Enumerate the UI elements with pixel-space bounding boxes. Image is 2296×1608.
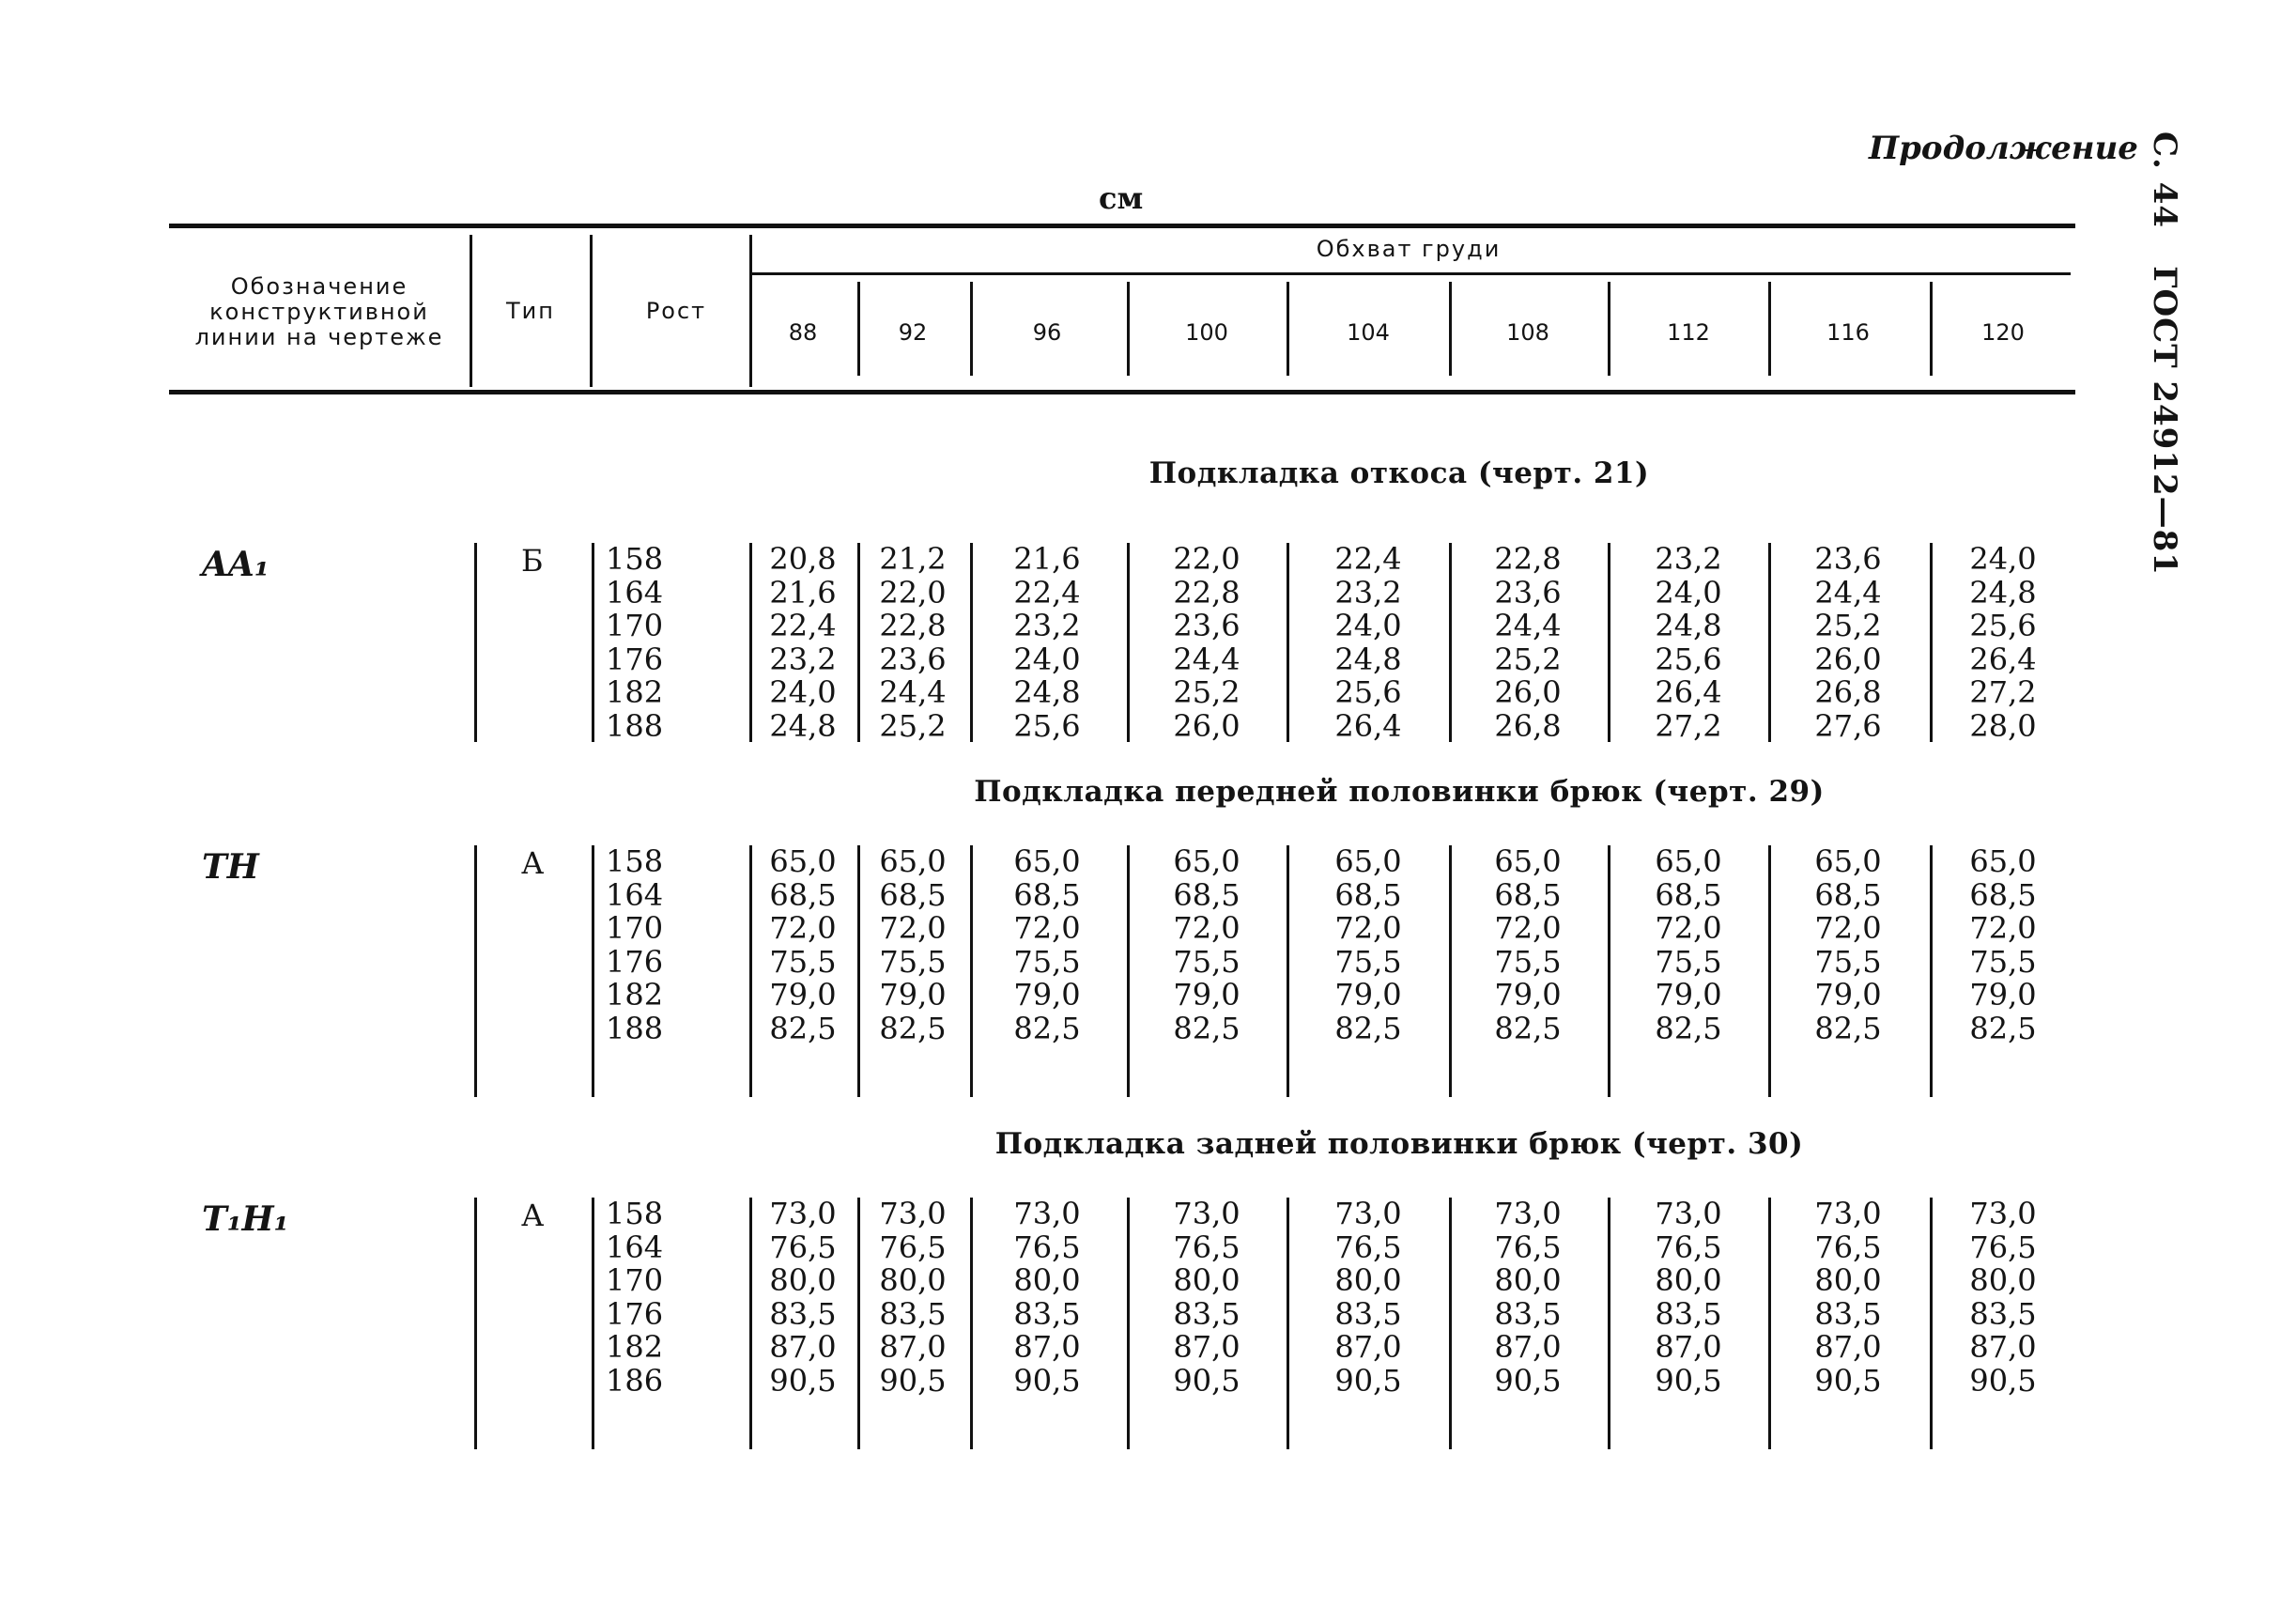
value-cell: 75,5 [1655,943,1722,980]
value-cell: 65,0 [1173,843,1240,879]
value-cell: 76,5 [1013,1229,1081,1265]
value-cell: 23,6 [1173,608,1240,643]
value-cell: 25,6 [1334,674,1402,710]
value-cell: 82,5 [1969,1010,2037,1046]
value-cell: 73,0 [1334,1196,1402,1231]
value-cell: 79,0 [879,977,947,1013]
height-value: 186 [606,1362,664,1399]
value-cell: 23,6 [879,641,947,677]
value-cell: 79,0 [1013,977,1081,1013]
value-column [1476,845,1579,1045]
value-cell: 82,5 [1334,1010,1402,1046]
value-cell: 22,4 [1013,574,1081,611]
value-cell: 90,5 [1655,1362,1722,1399]
chest-column-header: 116 [1826,319,1870,346]
column-divider [1449,845,1452,1097]
column-divider [1768,282,1771,376]
column-divider [1449,1198,1452,1449]
value-cell: 83,5 [1814,1295,1882,1332]
value-cell: 76,5 [1814,1229,1882,1265]
column-divider [592,543,594,742]
value-column [1951,1198,2055,1398]
value-cell: 24,4 [1814,574,1882,611]
value-cell: 23,6 [1494,574,1562,611]
value-cell: 83,5 [1334,1295,1402,1332]
value-cell: 75,5 [1814,943,1882,980]
value-cell: 26,4 [1334,707,1402,744]
page-margin-header [2146,131,2183,576]
value-cell: 87,0 [1173,1329,1240,1365]
value-cell: 83,5 [879,1295,947,1332]
column-divider [1287,543,1289,742]
value-column [1796,1198,1900,1398]
value-cell: 21,2 [879,541,947,577]
value-cell: 65,0 [1969,843,2037,879]
chest-column-header: 104 [1347,319,1390,346]
chest-column-header: 108 [1506,319,1549,346]
value-cell: 27,2 [1655,707,1722,744]
value-cell: 87,0 [879,1329,947,1365]
value-cell: 76,5 [1655,1229,1722,1265]
height-value: 182 [606,977,664,1013]
value-cell: 65,0 [769,843,837,879]
value-cell: 68,5 [1013,876,1081,913]
page-number: С. 44 [2146,131,2183,229]
heights-column [606,1198,663,1398]
value-cell: 24,8 [769,707,837,744]
value-cell: 26,4 [1969,641,2037,677]
value-cell: 73,0 [1173,1196,1240,1231]
value-cell: 25,6 [1013,707,1081,744]
column-divider [474,1198,477,1449]
section-title: Подкладка передней половинки брюк (черт. 29) [974,775,1825,809]
value-cell: 79,0 [1334,977,1402,1013]
column-divider [857,1198,860,1449]
value-cell: 80,0 [1969,1262,2037,1298]
column-divider [970,1198,973,1449]
value-column [1637,543,1740,743]
value-cell: 24,8 [1655,608,1722,643]
line-designation: TH [202,847,259,887]
value-cell: 72,0 [1013,910,1081,946]
value-cell: 68,5 [879,876,947,913]
column-divider [1127,282,1130,376]
value-column [1796,845,1900,1045]
height-value: 164 [606,1229,664,1265]
height-header: Рост [645,298,707,324]
chest-group-header: Обхват груди [1316,236,1502,262]
value-column [1476,543,1579,743]
value-cell: 76,5 [769,1229,837,1265]
column-divider [1930,845,1933,1097]
value-cell: 87,0 [1334,1329,1402,1365]
column-divider [857,845,860,1097]
height-value: 170 [606,1262,664,1298]
value-cell: 76,5 [879,1229,947,1265]
height-value: 176 [606,943,664,980]
type-value: Б [521,543,544,579]
height-value: 176 [606,641,664,677]
value-cell: 79,0 [1655,977,1722,1013]
value-cell: 20,8 [769,541,837,577]
column-divider [1127,1198,1130,1449]
height-value: 164 [606,876,664,913]
value-cell: 72,0 [1334,910,1402,946]
designation-header [174,274,465,350]
continued-label: Продолжение [1869,130,2138,167]
height-value: 158 [606,843,664,879]
designation-header-line: линии на чертеже [194,324,444,350]
value-cell: 75,5 [879,943,947,980]
value-cell: 26,0 [1173,707,1240,744]
value-cell: 90,5 [1334,1362,1402,1399]
value-cell: 65,0 [1814,843,1882,879]
value-cell: 90,5 [1013,1362,1081,1399]
height-value: 170 [606,608,664,643]
value-cell: 75,5 [1334,943,1402,980]
designation-header-line: конструктивной [209,299,429,325]
value-cell: 65,0 [879,843,947,879]
column-divider [857,543,860,742]
value-column [1317,845,1420,1045]
value-cell: 73,0 [769,1196,837,1231]
value-cell: 26,0 [1494,674,1562,710]
value-cell: 68,5 [1969,876,2037,913]
value-cell: 79,0 [1494,977,1562,1013]
height-value: 182 [606,674,664,710]
value-cell: 22,0 [1173,541,1240,577]
value-cell: 75,5 [1173,943,1240,980]
value-cell: 80,0 [1494,1262,1562,1298]
value-cell: 79,0 [769,977,837,1013]
value-cell: 22,8 [1494,541,1562,577]
value-cell: 73,0 [879,1196,947,1231]
value-cell: 80,0 [1173,1262,1240,1298]
value-cell: 24,0 [1334,608,1402,643]
value-cell: 82,5 [1173,1010,1240,1046]
value-cell: 24,4 [1494,608,1562,643]
value-column [995,543,1099,743]
value-cell: 87,0 [1013,1329,1081,1365]
value-cell: 72,0 [1173,910,1240,946]
value-cell: 72,0 [1494,910,1562,946]
column-divider [1127,845,1130,1097]
value-column [1317,543,1420,743]
height-value: 158 [606,1196,664,1231]
value-cell: 90,5 [1814,1362,1882,1399]
value-cell: 80,0 [1013,1262,1081,1298]
value-cell: 28,0 [1969,707,2037,744]
value-cell: 24,0 [1655,574,1722,611]
value-cell: 76,5 [1494,1229,1562,1265]
column-divider [592,1198,594,1449]
value-cell: 83,5 [1655,1295,1722,1332]
type-value: А [521,1198,545,1233]
chest-column-header: 96 [1032,319,1062,346]
value-cell: 27,6 [1814,707,1882,744]
value-column [1796,543,1900,743]
value-cell: 75,5 [769,943,837,980]
value-column [1476,1198,1579,1398]
section-title: Подкладка откоса (черт. 21) [1148,456,1650,490]
value-cell: 75,5 [1494,943,1562,980]
value-column [1155,1198,1258,1398]
value-cell: 26,0 [1814,641,1882,677]
value-column [1637,1198,1740,1398]
value-cell: 73,0 [1013,1196,1081,1231]
value-cell: 25,6 [1969,608,2037,643]
column-divider [1127,543,1130,742]
value-cell: 72,0 [1655,910,1722,946]
height-value: 188 [606,1010,664,1046]
value-cell: 80,0 [1334,1262,1402,1298]
value-cell: 76,5 [1969,1229,2037,1265]
value-column [995,845,1099,1045]
value-cell: 23,2 [1013,608,1081,643]
value-cell: 90,5 [1969,1362,2037,1399]
value-cell: 23,6 [1814,541,1882,577]
value-cell: 26,8 [1494,707,1562,744]
value-cell: 82,5 [1814,1010,1882,1046]
value-cell: 65,0 [1655,843,1722,879]
value-column [861,543,964,743]
header-divider [470,235,472,387]
column-divider [1608,282,1610,376]
value-column [1951,543,2055,743]
value-cell: 83,5 [1173,1295,1240,1332]
value-cell: 68,5 [1173,876,1240,913]
column-divider [1449,543,1452,742]
value-cell: 21,6 [769,574,837,611]
height-value: 176 [606,1295,664,1332]
value-column [1317,1198,1420,1398]
value-cell: 65,0 [1494,843,1562,879]
value-cell: 79,0 [1173,977,1240,1013]
column-divider [1930,543,1933,742]
value-column [1951,845,2055,1045]
value-cell: 22,0 [879,574,947,611]
column-divider [1287,1198,1289,1449]
header-divider [590,235,593,387]
value-cell: 25,2 [1173,674,1240,710]
value-cell: 24,0 [769,674,837,710]
value-cell: 26,8 [1814,674,1882,710]
value-cell: 90,5 [1494,1362,1562,1399]
value-cell: 80,0 [769,1262,837,1298]
value-cell: 75,5 [1013,943,1081,980]
value-cell: 87,0 [769,1329,837,1365]
column-divider [970,543,973,742]
value-cell: 73,0 [1969,1196,2037,1231]
value-cell: 87,0 [1494,1329,1562,1365]
value-column [1637,845,1740,1045]
value-cell: 82,5 [879,1010,947,1046]
value-cell: 22,4 [769,608,837,643]
value-cell: 68,5 [1494,876,1562,913]
value-cell: 68,5 [1655,876,1722,913]
value-cell: 25,2 [879,707,947,744]
value-cell: 68,5 [1814,876,1882,913]
column-divider [1449,282,1452,376]
height-value: 164 [606,574,664,611]
chest-column-header: 92 [898,319,928,346]
value-cell: 25,6 [1655,641,1722,677]
designation-header-line: Обозначение [230,273,408,300]
value-cell: 23,2 [769,641,837,677]
value-column [995,1198,1099,1398]
chest-column-header: 88 [788,319,818,346]
heights-column [606,543,663,743]
value-cell: 75,5 [1969,943,2037,980]
value-cell: 23,2 [1334,574,1402,611]
chest-column-header: 100 [1185,319,1228,346]
column-divider [1608,543,1610,742]
heights-column [606,845,663,1045]
value-cell: 24,8 [1969,574,2037,611]
value-cell: 83,5 [1013,1295,1081,1332]
value-cell: 27,2 [1969,674,2037,710]
column-divider [1768,543,1771,742]
value-cell: 90,5 [769,1362,837,1399]
value-cell: 26,4 [1655,674,1722,710]
value-column [751,845,855,1045]
unit-label: см [1099,180,1144,216]
type-value: А [521,845,545,881]
value-cell: 79,0 [1969,977,2037,1013]
value-cell: 65,0 [1334,843,1402,879]
header-bottom-rule [169,390,2075,394]
column-divider [857,282,860,376]
standard-code: ГОСТ 24912—81 [2146,266,2183,576]
value-cell: 80,0 [1814,1262,1882,1298]
height-value: 188 [606,707,664,744]
value-cell: 73,0 [1494,1196,1562,1231]
value-cell: 87,0 [1814,1329,1882,1365]
value-cell: 24,0 [1969,541,2037,577]
value-cell: 72,0 [1814,910,1882,946]
value-cell: 21,6 [1013,541,1081,577]
height-value: 170 [606,910,664,946]
value-cell: 82,5 [1494,1010,1562,1046]
column-divider [1930,282,1933,376]
value-column [861,1198,964,1398]
value-cell: 24,0 [1013,641,1081,677]
column-divider [970,282,973,376]
value-cell: 76,5 [1173,1229,1240,1265]
column-divider [1608,1198,1610,1449]
value-cell: 24,4 [879,674,947,710]
value-cell: 25,2 [1814,608,1882,643]
column-divider [1930,1198,1933,1449]
height-value: 158 [606,541,664,577]
value-column [861,845,964,1045]
value-cell: 80,0 [1655,1262,1722,1298]
value-cell: 76,5 [1334,1229,1402,1265]
value-column [1155,845,1258,1045]
type-header: Тип [506,298,555,324]
value-cell: 68,5 [1334,876,1402,913]
value-cell: 22,4 [1334,541,1402,577]
column-divider [592,845,594,1097]
value-cell: 87,0 [1655,1329,1722,1365]
value-cell: 73,0 [1655,1196,1722,1231]
header-top-rule [169,224,2075,228]
value-cell: 72,0 [1969,910,2037,946]
value-cell: 72,0 [879,910,947,946]
column-divider [1287,282,1289,376]
line-designation: T₁H₁ [202,1199,289,1239]
height-value: 182 [606,1329,664,1365]
column-divider [1768,845,1771,1097]
value-cell: 24,8 [1334,641,1402,677]
column-divider [1768,1198,1771,1449]
value-cell: 83,5 [1969,1295,2037,1332]
value-column [751,1198,855,1398]
value-cell: 73,0 [1814,1196,1882,1231]
column-divider [970,845,973,1097]
value-cell: 80,0 [879,1262,947,1298]
column-divider [1287,845,1289,1097]
value-cell: 25,2 [1494,641,1562,677]
value-cell: 24,4 [1173,641,1240,677]
value-cell: 83,5 [769,1295,837,1332]
column-divider [474,543,477,742]
value-column [751,543,855,743]
value-cell: 68,5 [769,876,837,913]
value-cell: 82,5 [1013,1010,1081,1046]
chest-column-header: 120 [1981,319,2025,346]
column-divider [1608,845,1610,1097]
value-cell: 72,0 [769,910,837,946]
chest-group-rule [751,272,2071,275]
value-column [1155,543,1258,743]
value-cell: 65,0 [1013,843,1081,879]
value-cell: 82,5 [769,1010,837,1046]
value-cell: 90,5 [1173,1362,1240,1399]
value-cell: 83,5 [1494,1295,1562,1332]
chest-column-header: 112 [1667,319,1710,346]
value-cell: 87,0 [1969,1329,2037,1365]
value-cell: 90,5 [879,1362,947,1399]
section-title: Подкладка задней половинки брюк (черт. 30) [994,1127,1804,1161]
value-cell: 24,8 [1013,674,1081,710]
value-cell: 79,0 [1814,977,1882,1013]
value-cell: 23,2 [1655,541,1722,577]
column-divider [474,845,477,1097]
value-cell: 22,8 [1173,574,1240,611]
value-cell: 82,5 [1655,1010,1722,1046]
value-cell: 22,8 [879,608,947,643]
line-designation: AA₁ [202,545,270,584]
